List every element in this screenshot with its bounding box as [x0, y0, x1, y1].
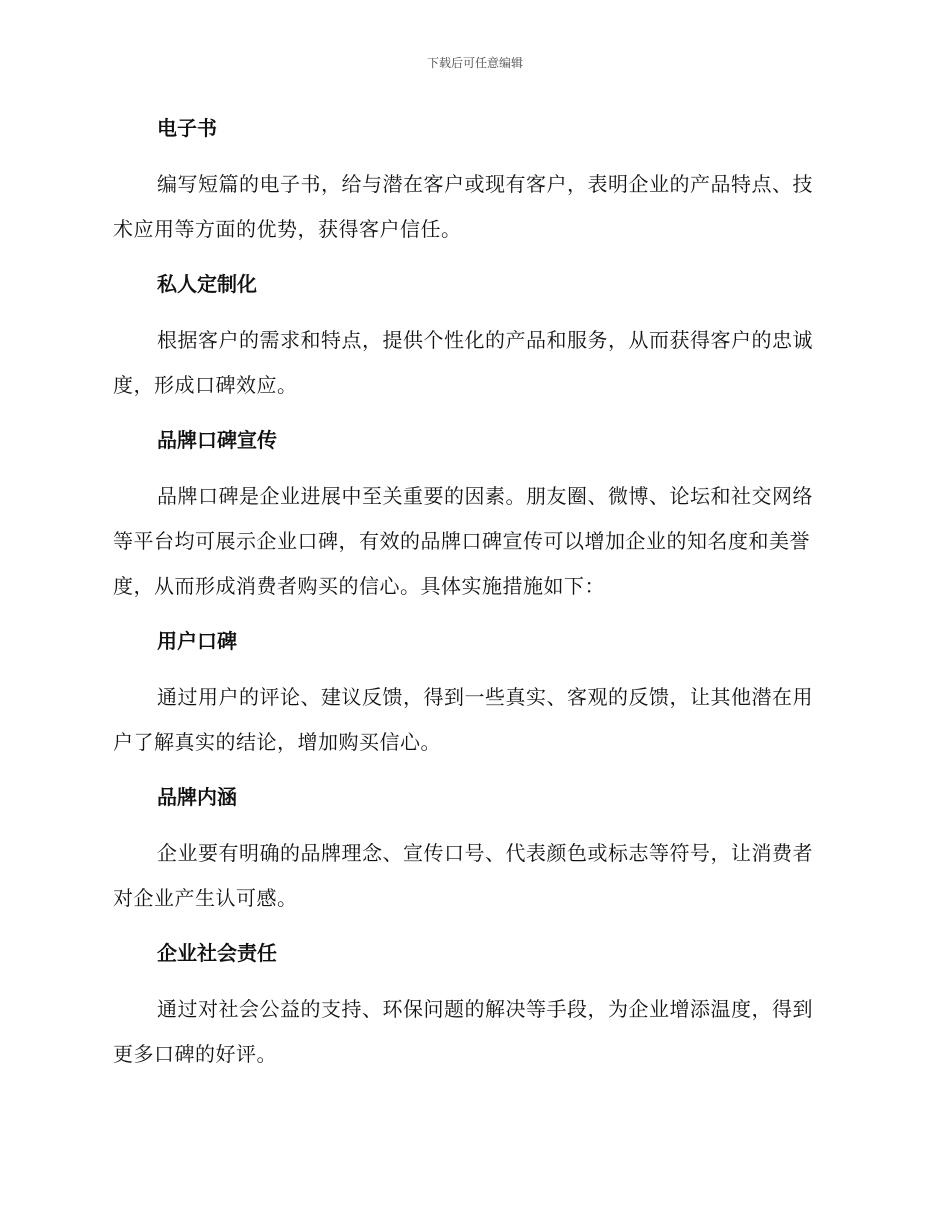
section-user-reviews [113, 623, 833, 765]
document-body [113, 110, 833, 1091]
section-brand-connotation [113, 779, 833, 921]
section-paragraph: 企业要有明确的品牌理念、宣传口号、代表颜色或标志等符号，让消费者对企业产生认可感。 [113, 841, 813, 910]
section-social-responsibility [113, 935, 833, 1077]
section-heading: 品牌内涵 [157, 785, 237, 809]
page-header-note: 下载后可任意编辑 [426, 56, 523, 70]
section-paragraph: 品牌口碑是企业进展中至关重要的因素。朋友圈、微博、论坛和社交网络等平台均可展示企业口碑，有效的品牌口碑宣传可以增加企业的知名度和美誉度，从而形成消费者购买的信心。具体实施措施如下： [113, 484, 813, 598]
section-brand-reputation [113, 422, 833, 609]
section-heading: 电子书 [157, 116, 217, 140]
section-paragraph: 通过对社会公益的支持、环保问题的解决等手段，为企业增添温度，得到更多口碑的好评。 [113, 997, 813, 1066]
section-ebook [113, 110, 833, 252]
section-paragraph: 通过用户的评论、建议反馈，得到一些真实、客观的反馈，让其他潜在用户了解真实的结论，增加购买信心。 [113, 685, 813, 754]
section-customization [113, 266, 833, 408]
section-heading: 品牌口碑宣传 [157, 428, 277, 452]
section-heading: 用户口碑 [157, 629, 237, 653]
section-paragraph: 根据客户的需求和特点，提供个性化的产品和服务，从而获得客户的忠诚度，形成口碑效应。 [113, 328, 813, 397]
section-paragraph: 编写短篇的电子书，给与潜在客户或现有客户，表明企业的产品特点、技术应用等方面的优势，获得客户信任。 [113, 172, 813, 241]
section-heading: 企业社会责任 [157, 941, 277, 965]
section-heading: 私人定制化 [157, 272, 257, 296]
